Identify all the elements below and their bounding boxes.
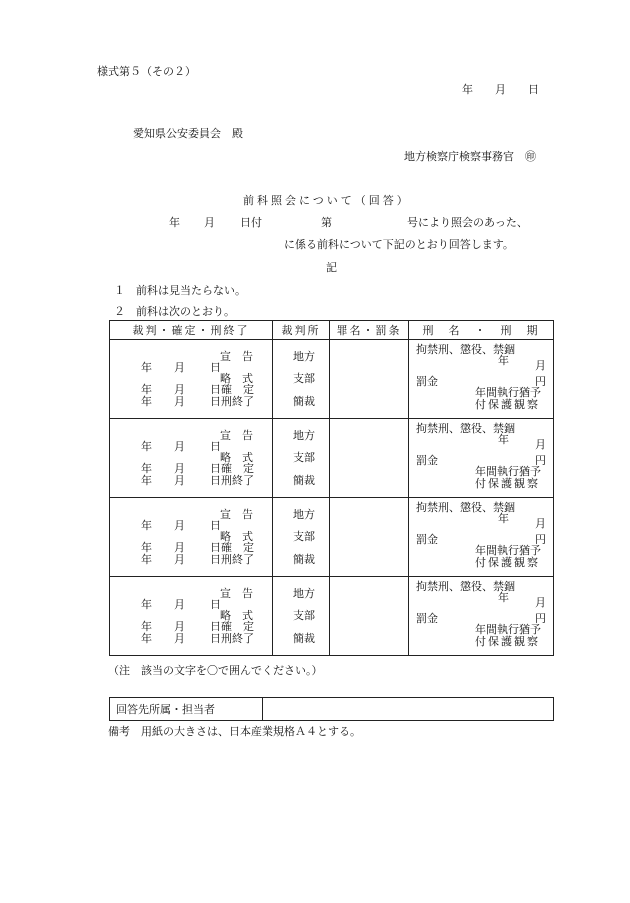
- judgment-year: 年: [141, 361, 152, 374]
- note: （注 該当の文字を〇で囲んでください。）: [108, 664, 323, 677]
- fine-yen: 円: [535, 612, 546, 625]
- sentence-cell: [409, 340, 554, 419]
- sentenced-label: 宣 告: [220, 350, 253, 363]
- confirm-day: 日確 定: [210, 462, 254, 475]
- end-month: 月: [174, 553, 185, 566]
- body-line2: に係る前科について下記のとおり回答します。: [284, 238, 514, 251]
- confirm-year: 年: [141, 541, 152, 554]
- district-court: 地方: [293, 587, 315, 600]
- contact-table: [109, 697, 554, 721]
- judgment-day: 日: [210, 440, 221, 453]
- offense-cell: [330, 498, 409, 577]
- suspension: 年間執行猶予: [475, 465, 541, 478]
- fine-label: 罰金: [416, 533, 438, 546]
- sentenced-label: 宣 告: [220, 508, 253, 521]
- fine-yen: 円: [535, 454, 546, 467]
- term-year: 年: [498, 433, 509, 446]
- offense-cell: [330, 340, 409, 419]
- judgment-cell: [110, 498, 273, 577]
- table-row: [110, 498, 554, 577]
- court-cell: [273, 340, 330, 419]
- ref-day: 日付: [240, 216, 262, 229]
- judgment-day: 日: [210, 598, 221, 611]
- fine-label: 罰金: [416, 375, 438, 388]
- judgment-day: 日: [210, 519, 221, 532]
- branch: 支部: [293, 451, 315, 464]
- table-header-row: [110, 321, 554, 340]
- summary-court: 簡裁: [293, 474, 315, 487]
- suspension: 年間執行猶予: [475, 386, 541, 399]
- end-day: 日刑終了: [210, 632, 254, 645]
- ref-text: 号により照会のあった、: [407, 216, 528, 229]
- ref-year: 年: [169, 216, 180, 229]
- penalty-types: 拘禁刑、懲役、禁錮: [416, 422, 515, 435]
- district-court: 地方: [293, 508, 315, 521]
- judgment-month: 月: [174, 598, 185, 611]
- header-court: 裁判所: [273, 321, 330, 340]
- confirm-month: 月: [174, 462, 185, 475]
- item-1: １ 前科は見当たらない。: [114, 284, 246, 297]
- confirm-year: 年: [141, 462, 152, 475]
- term-year: 年: [498, 512, 509, 525]
- header-sentence: 刑 名 ・ 刑 期: [409, 321, 554, 340]
- sender: 地方検察庁検察事務官 ㊞: [404, 150, 536, 163]
- table-row: [110, 340, 554, 419]
- suspension: 年間執行猶予: [475, 544, 541, 557]
- remarks: 備考 用紙の大きさは、日本産業規格Ａ４とする。: [108, 725, 361, 738]
- judgment-month: 月: [174, 440, 185, 453]
- judgment-year: 年: [141, 440, 152, 453]
- confirm-day: 日確 定: [210, 383, 254, 396]
- summary-label: 略 式: [220, 530, 253, 543]
- term-month: 月: [535, 359, 546, 372]
- term-year: 年: [498, 591, 509, 604]
- probation: 付保護観察: [475, 635, 540, 648]
- fine-label: 罰金: [416, 454, 438, 467]
- contact-value[interactable]: [263, 698, 554, 721]
- confirm-day: 日確 定: [210, 541, 254, 554]
- judgment-cell: [110, 577, 273, 656]
- end-year: 年: [141, 474, 152, 487]
- end-year: 年: [141, 395, 152, 408]
- confirm-year: 年: [141, 620, 152, 633]
- term-month: 月: [535, 517, 546, 530]
- penalty-types: 拘禁刑、懲役、禁錮: [416, 580, 515, 593]
- table-row: [110, 419, 554, 498]
- fine-yen: 円: [535, 533, 546, 546]
- page-title: 前科照会について（回答）: [243, 194, 411, 207]
- sentence-cell: [409, 577, 554, 656]
- summary-label: 略 式: [220, 372, 253, 385]
- fine-yen: 円: [535, 375, 546, 388]
- end-month: 月: [174, 474, 185, 487]
- form-number: 様式第５（その２）: [97, 65, 196, 78]
- judgment-month: 月: [174, 519, 185, 532]
- confirm-month: 月: [174, 383, 185, 396]
- header-judgment: 裁判・確定・刑終了: [110, 321, 273, 340]
- end-year: 年: [141, 632, 152, 645]
- judgment-year: 年: [141, 519, 152, 532]
- offense-cell: [330, 419, 409, 498]
- judgment-day: 日: [210, 361, 221, 374]
- summary-label: 略 式: [220, 609, 253, 622]
- table-row: [110, 577, 554, 656]
- court-cell: [273, 419, 330, 498]
- sentenced-label: 宣 告: [220, 429, 253, 442]
- probation: 付保護観察: [475, 556, 540, 569]
- summary-label: 略 式: [220, 451, 253, 464]
- item-2: ２ 前科は次のとおり。: [114, 305, 235, 318]
- fine-label: 罰金: [416, 612, 438, 625]
- summary-court: 簡裁: [293, 395, 315, 408]
- end-month: 月: [174, 632, 185, 645]
- term-month: 月: [535, 438, 546, 451]
- offense-cell: [330, 577, 409, 656]
- end-day: 日刑終了: [210, 395, 254, 408]
- judgment-month: 月: [174, 361, 185, 374]
- court-cell: [273, 577, 330, 656]
- branch: 支部: [293, 609, 315, 622]
- penalty-types: 拘禁刑、懲役、禁錮: [416, 501, 515, 514]
- judgment-cell: [110, 340, 273, 419]
- header-offense: 罪名・罰条: [330, 321, 409, 340]
- suspension: 年間執行猶予: [475, 623, 541, 636]
- branch: 支部: [293, 372, 315, 385]
- contact-label: 回答先所属・担当者: [110, 698, 263, 721]
- judgment-cell: [110, 419, 273, 498]
- district-court: 地方: [293, 350, 315, 363]
- end-month: 月: [174, 395, 185, 408]
- term-year: 年: [498, 354, 509, 367]
- end-day: 日刑終了: [210, 553, 254, 566]
- ref-number: 第: [321, 216, 332, 229]
- judgment-year: 年: [141, 598, 152, 611]
- confirm-day: 日確 定: [210, 620, 254, 633]
- addressee: 愛知県公安委員会 殿: [133, 127, 243, 140]
- confirm-month: 月: [174, 620, 185, 633]
- probation: 付保護観察: [475, 398, 540, 411]
- court-cell: [273, 498, 330, 577]
- sentence-cell: [409, 498, 554, 577]
- district-court: 地方: [293, 429, 315, 442]
- summary-court: 簡裁: [293, 632, 315, 645]
- ki-label: 記: [326, 261, 337, 274]
- summary-court: 簡裁: [293, 553, 315, 566]
- end-year: 年: [141, 553, 152, 566]
- date-line: 年 月 日: [462, 83, 539, 96]
- penalty-types: 拘禁刑、懲役、禁錮: [416, 343, 515, 356]
- sentence-cell: [409, 419, 554, 498]
- ref-month: 月: [204, 216, 215, 229]
- probation: 付保護観察: [475, 477, 540, 490]
- branch: 支部: [293, 530, 315, 543]
- confirm-year: 年: [141, 383, 152, 396]
- sentenced-label: 宣 告: [220, 587, 253, 600]
- end-day: 日刑終了: [210, 474, 254, 487]
- confirm-month: 月: [174, 541, 185, 554]
- criminal-record-table: [109, 320, 554, 656]
- term-month: 月: [535, 596, 546, 609]
